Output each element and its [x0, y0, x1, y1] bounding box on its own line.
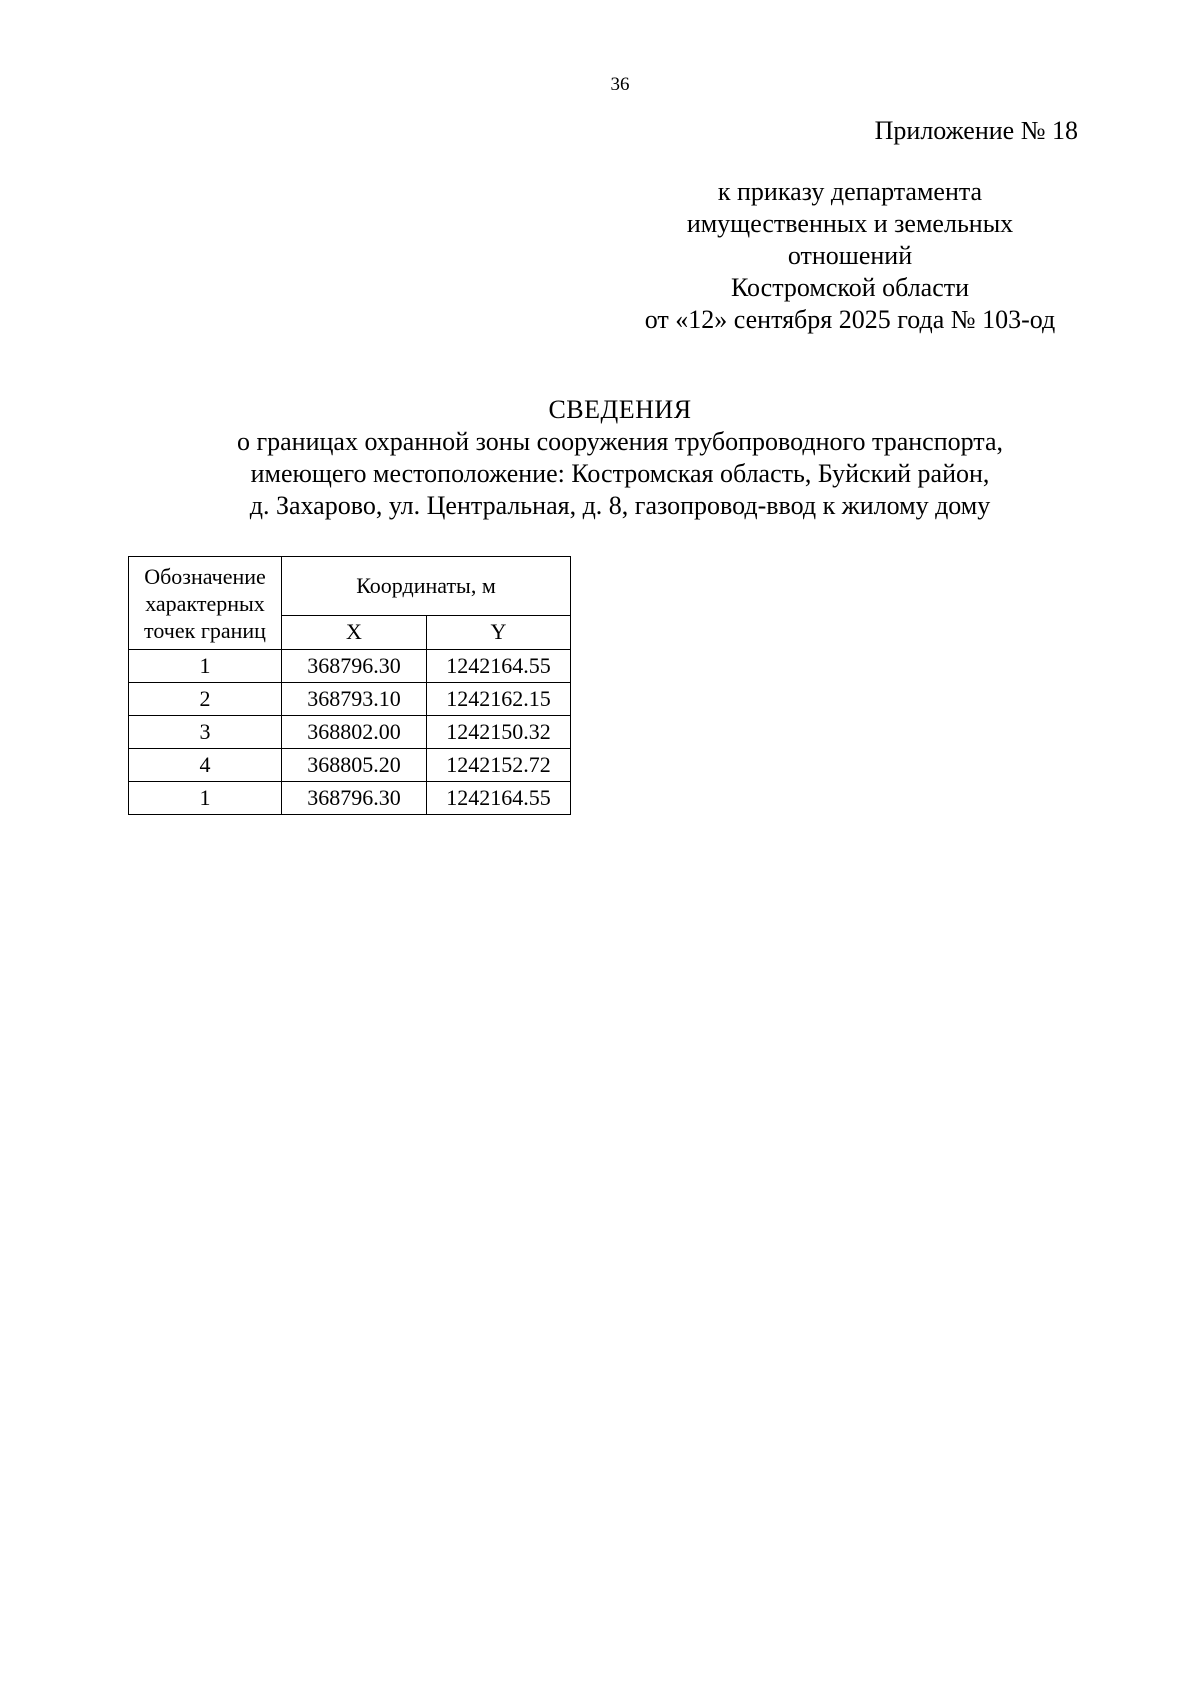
- table-header-row: [129, 557, 571, 616]
- x-column-header: X: [282, 615, 427, 649]
- coordinates-header: Координаты, м: [282, 557, 571, 616]
- y-cell: 1242152.72: [427, 749, 571, 782]
- point-cell: 1: [129, 650, 282, 683]
- page-number: 36: [610, 74, 630, 95]
- document-heading: [0, 394, 1200, 522]
- point-cell: 2: [129, 683, 282, 716]
- order-line: Костромской области: [730, 273, 970, 302]
- y-cell: 1242150.32: [427, 716, 571, 749]
- y-cell: 1242164.55: [427, 782, 571, 815]
- point-cell: 3: [129, 716, 282, 749]
- order-line: имущественных и земельных: [686, 209, 1014, 238]
- x-cell: 368793.10: [282, 683, 427, 716]
- y-column-header: Y: [427, 615, 571, 649]
- table-row: [129, 749, 571, 782]
- table-row: [129, 683, 571, 716]
- subtitle-line: имеющего местоположение: Костромская область, Буйский район,: [250, 459, 990, 488]
- y-cell: 1242164.55: [427, 650, 571, 683]
- header-line: характерных: [145, 590, 265, 616]
- subtitle-line: о границах охранной зоны сооружения трубопроводного транспорта,: [236, 427, 1004, 456]
- header-line: Обозначение: [144, 563, 266, 589]
- order-line: к приказу департамента: [717, 177, 983, 206]
- document-title: СВЕДЕНИЯ: [548, 395, 692, 424]
- document-subtitle: [0, 426, 1200, 522]
- table-row: [129, 650, 571, 683]
- table-row: [129, 782, 571, 815]
- point-cell: 4: [129, 749, 282, 782]
- table-row: [129, 716, 571, 749]
- appendix-number: Приложение № 18: [874, 116, 1078, 145]
- x-cell: 368805.20: [282, 749, 427, 782]
- x-cell: 368796.30: [282, 650, 427, 683]
- x-cell: 368796.30: [282, 782, 427, 815]
- point-designation-header: [129, 557, 282, 650]
- coordinates-table: [128, 556, 571, 815]
- order-date-line: от «12» сентября 2025 года № 103-од: [644, 305, 1056, 334]
- order-reference: [600, 176, 1100, 336]
- order-line: отношений: [787, 241, 913, 270]
- point-cell: 1: [129, 782, 282, 815]
- x-cell: 368802.00: [282, 716, 427, 749]
- header-line: точек границ: [144, 617, 266, 643]
- subtitle-line: д. Захарово, ул. Центральная, д. 8, газопровод-ввод к жилому дому: [249, 491, 991, 520]
- y-cell: 1242162.15: [427, 683, 571, 716]
